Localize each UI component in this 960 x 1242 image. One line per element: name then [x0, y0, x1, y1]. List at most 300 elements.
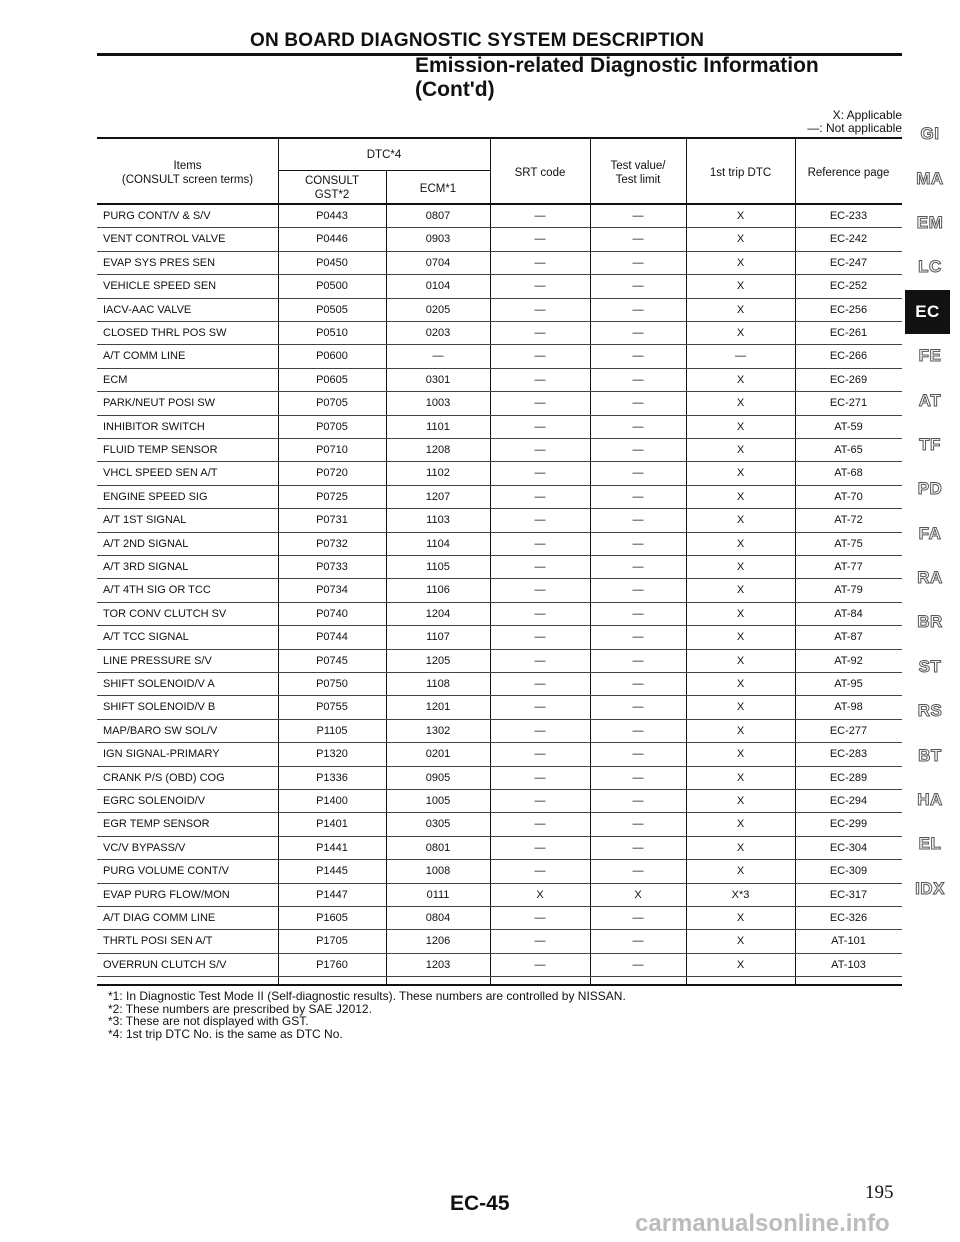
- header-test-line2: Test limit: [615, 174, 661, 186]
- reference-page: EC-261: [829, 327, 868, 339]
- header-test-line1: Test value/: [610, 160, 666, 172]
- table-row: [97, 837, 902, 860]
- first-trip-dtc: —: [735, 350, 746, 363]
- consult-code: P0500: [316, 280, 348, 293]
- item-name: VENT CONTROL VALVE: [103, 233, 226, 246]
- srt-code: —: [534, 373, 546, 386]
- ecm-code: 0905: [425, 771, 451, 784]
- reference-page: AT-79: [834, 584, 863, 597]
- reference-page: AT-103: [831, 958, 866, 971]
- ecm-code: 1003: [425, 397, 451, 410]
- test-value: —: [632, 350, 644, 363]
- section-tab-fe[interactable]: FE: [918, 346, 942, 366]
- reference-page: AT-87: [834, 631, 863, 644]
- table-row: [97, 603, 902, 626]
- test-value: —: [632, 210, 644, 222]
- item-name: FLUID TEMP SENSOR: [103, 444, 218, 456]
- test-value: —: [632, 748, 644, 761]
- table-row: [97, 650, 902, 673]
- item-name: IGN SIGNAL-PRIMARY: [103, 748, 220, 761]
- item-name: VC/V BYPASS/V: [103, 841, 186, 854]
- test-value: —: [632, 724, 644, 737]
- item-name: SHIFT SOLENOID/V A: [103, 678, 215, 690]
- first-trip-dtc: X: [736, 631, 745, 644]
- watermark: carmanualsonline.info: [635, 1210, 890, 1237]
- test-value: —: [632, 607, 644, 620]
- section-tab-ha[interactable]: HA: [917, 790, 943, 810]
- ecm-code: 1103: [426, 514, 450, 527]
- first-trip-dtc: X: [736, 490, 745, 503]
- srt-code: —: [534, 795, 546, 807]
- consult-code: P1320: [316, 748, 348, 761]
- item-name: EVAP SYS PRES SEN: [103, 256, 216, 269]
- item-name: EVAP PURG FLOW/MON: [103, 888, 230, 901]
- first-trip-dtc: X: [736, 280, 745, 293]
- ecm-code: 1008: [425, 865, 451, 878]
- ecm-code: —: [432, 350, 444, 363]
- srt-code: —: [534, 841, 546, 854]
- srt-code: —: [534, 210, 546, 222]
- ecm-code: 0205: [425, 303, 451, 316]
- first-trip-dtc: X: [736, 818, 745, 831]
- test-value: —: [632, 654, 644, 667]
- srt-code: —: [534, 303, 546, 316]
- table-row: [97, 930, 902, 953]
- header-dtc: DTC*4: [366, 149, 402, 161]
- first-trip-dtc: X: [736, 841, 745, 854]
- section-tab-gi[interactable]: GI: [920, 124, 940, 144]
- item-name: INHIBITOR SWITCH: [103, 420, 205, 433]
- footnotes: [108, 990, 626, 1040]
- item-name: OVERRUN CLUTCH S/V: [103, 958, 227, 971]
- ecm-code: 1206: [425, 935, 451, 948]
- consult-code: P1760: [316, 958, 348, 971]
- reference-page: EC-326: [829, 912, 868, 924]
- footnote-2: *2: These numbers are prescribed by SAE J2012.: [108, 1001, 372, 1016]
- reference-page: AT-101: [831, 935, 866, 948]
- test-value: —: [632, 514, 644, 527]
- section-tab-lc[interactable]: LC: [918, 257, 942, 277]
- reference-page: EC-304: [829, 841, 868, 854]
- header-items-line2: (CONSULT screen terms): [121, 174, 254, 186]
- reference-page: EC-269: [829, 373, 868, 386]
- first-trip-dtc: X*3: [731, 888, 750, 901]
- srt-code: —: [534, 818, 546, 831]
- reference-page: EC-283: [829, 748, 868, 761]
- consult-code: P0710: [316, 444, 348, 456]
- ecm-code: 1105: [426, 561, 450, 573]
- reference-page: EC-294: [829, 795, 868, 807]
- test-value: X: [634, 888, 642, 901]
- table-row: [97, 767, 902, 790]
- ecm-code: 0704: [425, 256, 451, 269]
- consult-code: P0740: [316, 607, 348, 620]
- table-row: [97, 954, 902, 977]
- test-value: —: [632, 935, 644, 948]
- item-name: TOR CONV CLUTCH SV: [103, 607, 227, 620]
- section-tab-fa[interactable]: FA: [918, 523, 942, 543]
- ecm-code: 0203: [425, 327, 451, 339]
- ecm-code: 1005: [425, 795, 451, 807]
- header-consult: [278, 174, 386, 202]
- table-row: [97, 743, 902, 766]
- table-row: [97, 392, 902, 415]
- reference-page: EC-247: [829, 256, 868, 269]
- consult-code: P0745: [316, 654, 348, 667]
- table-row: [97, 252, 902, 275]
- consult-code: P1400: [316, 795, 348, 807]
- test-value: —: [632, 958, 644, 971]
- reference-page: EC-233: [829, 210, 868, 222]
- ecm-code: 1106: [426, 584, 450, 597]
- table-row: [97, 626, 902, 649]
- reference-page: EC-271: [829, 397, 868, 410]
- srt-code: —: [534, 607, 546, 620]
- reference-page: EC-289: [829, 771, 868, 784]
- item-name: A/T 3RD SIGNAL: [103, 561, 189, 573]
- consult-code: P1105: [316, 724, 348, 737]
- section-tab-st[interactable]: ST: [918, 656, 942, 676]
- table-row: [97, 439, 902, 462]
- first-trip-dtc: X: [736, 210, 745, 222]
- first-trip-dtc: X: [736, 584, 745, 597]
- consult-code: P1445: [316, 865, 348, 878]
- item-name: A/T 2ND SIGNAL: [103, 537, 189, 550]
- srt-code: —: [534, 678, 546, 690]
- consult-code: P1441: [316, 841, 348, 854]
- item-name: A/T DIAG COMM LINE: [103, 912, 216, 924]
- legend-not-applicable: —: Not applicable: [807, 121, 902, 135]
- table-row: [97, 205, 902, 228]
- ecm-code: 1104: [426, 537, 450, 550]
- consult-code: P0732: [316, 537, 348, 550]
- first-trip-dtc: X: [736, 537, 745, 550]
- consult-code: P1447: [316, 888, 348, 901]
- srt-code: —: [534, 280, 546, 293]
- page-title: ON BOARD DIAGNOSTIC SYSTEM DESCRIPTION: [250, 30, 705, 51]
- consult-code: P0744: [316, 631, 348, 644]
- srt-code: —: [534, 771, 546, 784]
- reference-page: AT-92: [834, 654, 863, 667]
- item-name: PARK/NEUT POSI SW: [103, 397, 216, 410]
- item-name: IACV-AAC VALVE: [103, 303, 192, 316]
- consult-code: P1605: [316, 912, 348, 924]
- test-value: —: [632, 865, 644, 878]
- ecm-code: 1101: [426, 420, 450, 433]
- srt-code: —: [534, 631, 546, 644]
- srt-code: —: [534, 327, 546, 339]
- first-trip-dtc: X: [736, 654, 745, 667]
- ecm-code: 0301: [425, 373, 451, 386]
- srt-code: —: [534, 584, 546, 597]
- consult-code: P0600: [316, 350, 348, 363]
- srt-code: —: [534, 912, 546, 924]
- section-tab-bt[interactable]: BT: [918, 745, 942, 765]
- section-subtitle-contd: (Cont'd): [415, 78, 495, 101]
- item-name: EGRC SOLENOID/V: [103, 795, 206, 807]
- first-trip-dtc: X: [736, 233, 745, 246]
- reference-page: AT-68: [834, 467, 863, 480]
- ecm-code: 1102: [426, 467, 450, 480]
- header-ecm: ECM*1: [419, 183, 457, 195]
- first-trip-dtc: X: [736, 420, 745, 433]
- table-row: [97, 720, 902, 743]
- consult-code: P0450: [316, 256, 348, 269]
- ecm-code: 1107: [426, 631, 450, 644]
- section-subtitle: Emission-related Diagnostic Information: [415, 54, 819, 77]
- reference-page: EC-299: [829, 818, 868, 831]
- ecm-code: 1302: [425, 724, 451, 737]
- reference-page: EC-252: [829, 280, 868, 293]
- item-name: PURG CONT/V & S/V: [103, 210, 211, 222]
- table-row: [97, 696, 902, 719]
- section-tab-ra[interactable]: RA: [917, 568, 943, 588]
- first-trip-dtc: X: [736, 467, 745, 480]
- srt-code: —: [534, 233, 546, 246]
- reference-page: AT-59: [834, 420, 863, 433]
- consult-code: P0505: [316, 303, 348, 316]
- test-value: —: [632, 841, 644, 854]
- header-consult-line2: GST*2: [314, 189, 350, 201]
- test-value: —: [632, 420, 644, 433]
- first-trip-dtc: X: [736, 303, 745, 316]
- consult-code: P0755: [316, 701, 348, 714]
- test-value: —: [632, 912, 644, 924]
- test-value: —: [632, 490, 644, 503]
- consult-code: P1336: [316, 771, 348, 784]
- ecm-code: 1204: [425, 607, 451, 620]
- srt-code: —: [534, 514, 546, 527]
- consult-code: P0734: [316, 584, 348, 597]
- first-trip-dtc: X: [736, 748, 745, 761]
- reference-page: EC-277: [829, 724, 868, 737]
- test-value: —: [632, 771, 644, 784]
- consult-code: P0705: [316, 420, 348, 433]
- item-name: A/T TCC SIGNAL: [103, 631, 189, 644]
- section-tab-br[interactable]: BR: [917, 612, 943, 632]
- table-row: [97, 556, 902, 579]
- ecm-code: 0804: [425, 912, 451, 924]
- ecm-code: 0111: [426, 888, 450, 901]
- first-trip-dtc: X: [736, 865, 745, 878]
- ecm-code: 0903: [425, 233, 451, 246]
- reference-page: EC-242: [829, 233, 868, 246]
- footnote-3: *3: These are not displayed with GST.: [108, 1014, 309, 1028]
- section-tab-el[interactable]: EL: [918, 834, 942, 854]
- ecm-code: 1205: [425, 654, 451, 667]
- consult-code: P0731: [316, 514, 348, 527]
- table-row: [97, 579, 902, 602]
- first-trip-dtc: X: [736, 795, 745, 807]
- section-tab-pd[interactable]: PD: [917, 479, 943, 499]
- row-rule: [97, 976, 902, 977]
- first-trip-dtc: X: [736, 701, 745, 714]
- reference-page: AT-84: [834, 607, 863, 620]
- srt-code: —: [534, 350, 546, 363]
- header-items-line1: Items: [173, 160, 202, 172]
- srt-code: —: [534, 865, 546, 878]
- srt-code: —: [534, 561, 546, 573]
- section-tab-tf[interactable]: TF: [919, 434, 941, 454]
- reference-page: AT-98: [834, 701, 863, 714]
- consult-code: P0720: [316, 467, 348, 480]
- reference-page: AT-65: [834, 444, 863, 456]
- reference-page: AT-77: [834, 561, 863, 573]
- srt-code: —: [534, 397, 546, 410]
- first-trip-dtc: X: [736, 935, 745, 948]
- reference-page: AT-95: [834, 678, 863, 690]
- consult-code: P0443: [316, 210, 348, 222]
- srt-code: —: [534, 701, 546, 714]
- header-consult-line1: CONSULT: [304, 175, 360, 187]
- ecm-code: 1108: [426, 678, 450, 690]
- table-row: [97, 509, 902, 532]
- section-tabs: [910, 112, 950, 911]
- ecm-code: 1208: [425, 444, 451, 456]
- ecm-code: 0201: [425, 748, 451, 761]
- test-value: —: [632, 373, 644, 386]
- table-row: [97, 860, 902, 883]
- table-row: [97, 907, 902, 930]
- first-trip-dtc: X: [736, 561, 745, 573]
- header-first-trip: 1st trip DTC: [709, 167, 772, 179]
- item-name: ENGINE SPEED SIG: [103, 490, 208, 503]
- test-value: —: [632, 561, 644, 573]
- srt-code: —: [534, 935, 546, 948]
- test-value: —: [632, 818, 644, 831]
- srt-code: —: [534, 256, 546, 269]
- ecm-code: 0104: [425, 280, 451, 293]
- item-name: A/T 4TH SIG OR TCC: [103, 584, 211, 597]
- table-row: [97, 486, 902, 509]
- section-tab-rs[interactable]: RS: [917, 701, 943, 721]
- ecm-code: 1201: [425, 701, 451, 714]
- consult-code: P0605: [316, 373, 348, 386]
- first-trip-dtc: X: [736, 771, 745, 784]
- page-code: EC-45: [450, 1192, 510, 1215]
- item-name: CLOSED THRL POS SW: [103, 327, 227, 339]
- dtc-group-underline: [278, 170, 490, 171]
- header-srt: SRT code: [514, 167, 566, 179]
- section-tab-ma[interactable]: MA: [916, 168, 944, 188]
- ecm-code: 0807: [425, 210, 451, 222]
- consult-code: P0733: [316, 561, 348, 573]
- header-items: [97, 159, 278, 187]
- section-tab-idx[interactable]: IDX: [915, 878, 945, 898]
- first-trip-dtc: X: [736, 327, 745, 339]
- footnote-4: *4: 1st trip DTC No. is the same as DTC No.: [108, 1026, 343, 1041]
- consult-code: P0510: [316, 327, 348, 339]
- item-name: MAP/BARO SW SOL/V: [103, 724, 218, 737]
- item-name: A/T 1ST SIGNAL: [103, 514, 187, 527]
- table-row: [97, 416, 902, 439]
- srt-code: X: [536, 888, 544, 901]
- srt-code: —: [534, 537, 546, 550]
- test-value: —: [632, 467, 644, 480]
- consult-code: P0725: [316, 490, 348, 503]
- table-row: [97, 673, 902, 696]
- reference-page: EC-309: [829, 865, 868, 878]
- srt-code: —: [534, 958, 546, 971]
- test-value: —: [632, 256, 644, 269]
- ecm-code: 0801: [425, 841, 451, 854]
- legend-applicable: X: Applicable: [832, 108, 902, 122]
- test-value: —: [632, 327, 644, 339]
- table-row: [97, 790, 902, 813]
- section-tab-em[interactable]: EM: [916, 212, 944, 232]
- reference-page: EC-317: [829, 888, 868, 901]
- section-tab-ec[interactable]: EC: [905, 290, 950, 334]
- footnote-1: *1: In Diagnostic Test Mode II (Self-diagnostic results). These numbers are controlled by NISSAN.: [108, 989, 626, 1003]
- first-trip-dtc: X: [736, 397, 745, 410]
- reference-page: AT-70: [834, 490, 863, 503]
- test-value: —: [632, 397, 644, 410]
- item-name: SHIFT SOLENOID/V B: [103, 701, 216, 714]
- test-value: —: [632, 303, 644, 316]
- table-row: [97, 369, 902, 392]
- first-trip-dtc: X: [736, 444, 745, 456]
- item-name: THRTL POSI SEN A/T: [103, 935, 213, 948]
- first-trip-dtc: X: [736, 958, 745, 971]
- page-number: 195: [865, 1182, 894, 1203]
- srt-code: —: [534, 420, 546, 433]
- test-value: —: [632, 444, 644, 456]
- table-row: [97, 345, 902, 368]
- consult-code: P1401: [316, 818, 348, 831]
- srt-code: —: [534, 724, 546, 737]
- test-value: —: [632, 678, 644, 690]
- test-value: —: [632, 280, 644, 293]
- item-name: EGR TEMP SENSOR: [103, 818, 210, 831]
- consult-code: P1705: [316, 935, 348, 948]
- item-name: VEHICLE SPEED SEN: [103, 280, 217, 293]
- ecm-code: 1203: [425, 958, 451, 971]
- test-value: —: [632, 537, 644, 550]
- first-trip-dtc: X: [736, 912, 745, 924]
- first-trip-dtc: X: [736, 514, 745, 527]
- reference-page: EC-266: [829, 350, 868, 363]
- test-value: —: [632, 584, 644, 597]
- item-name: LINE PRESSURE S/V: [103, 654, 212, 667]
- table-row: [97, 462, 902, 485]
- table-row: [97, 228, 902, 251]
- table-row: [97, 322, 902, 345]
- consult-code: P0705: [316, 397, 348, 410]
- header-test: [590, 159, 686, 187]
- section-tab-at[interactable]: AT: [918, 390, 942, 410]
- item-name: CRANK P/S (OBD) COG: [103, 771, 225, 784]
- first-trip-dtc: X: [736, 678, 745, 690]
- test-value: —: [632, 701, 644, 714]
- table-row: [97, 533, 902, 556]
- srt-code: —: [534, 467, 546, 480]
- reference-page: AT-75: [834, 537, 863, 550]
- table-row: [97, 813, 902, 836]
- table-top-rule: [97, 137, 902, 139]
- table-row: [97, 299, 902, 322]
- header-reference: Reference page: [807, 167, 890, 179]
- srt-code: —: [534, 654, 546, 667]
- reference-page: AT-72: [834, 514, 863, 527]
- srt-code: —: [534, 748, 546, 761]
- ecm-code: 1207: [425, 490, 451, 503]
- item-name: VHCL SPEED SEN A/T: [103, 467, 218, 480]
- table-bottom-rule: [97, 984, 902, 986]
- test-value: —: [632, 795, 644, 807]
- first-trip-dtc: X: [736, 607, 745, 620]
- srt-code: —: [534, 444, 546, 456]
- first-trip-dtc: X: [736, 724, 745, 737]
